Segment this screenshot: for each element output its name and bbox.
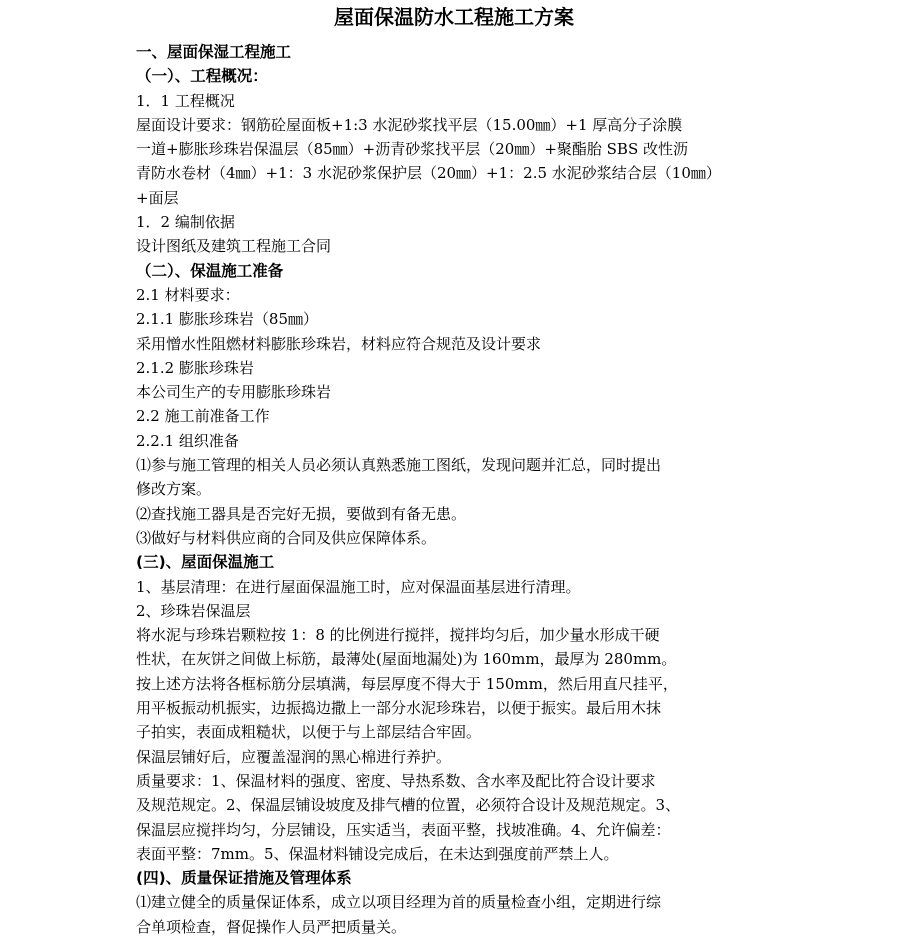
text-line: ⑴参与施工管理的相关人员必须认真熟悉施工图纸，发现问题并汇总，同时提出 [136, 456, 662, 475]
text-line: 合单项检查，督促操作人员严把质量关。 [136, 917, 407, 936]
text-line: 用平板振动机振实，边振捣边撒上一部分水泥珍珠岩，以便于振实。最后用木抹 [136, 699, 662, 718]
text-line: 1．2 编制依据 [136, 213, 235, 232]
text-line: 保温层铺好后，应覆盖湿润的黑心棉进行养护。 [136, 747, 452, 766]
text-line: 2、珍珠岩保温层 [136, 601, 251, 620]
text-line: 保温层应搅拌均匀，分层铺设，压实适当，表面平整，找坡准确。4、允许偏差： [136, 820, 671, 839]
text-line: 按上述方法将各框标筋分层填满，每层厚度不得大于 150mm，然后用直尺挂平， [136, 674, 678, 693]
text-line: 2.2 施工前准备工作 [136, 407, 270, 426]
section-heading: (四)、质量保证措施及管理体系 [136, 869, 352, 888]
text-line: 1．1 工程概况 [136, 91, 235, 110]
text-line: 子拍实，表面成粗糙状，以便于与上部层结合牢固。 [136, 723, 482, 742]
text-line: 本公司生产的专用膨胀珍珠岩 [136, 383, 332, 402]
text-line: 质量要求：1、保温材料的强度、密度、导热系数、含水率及配比符合设计要求 [136, 771, 656, 790]
text-line: 表面平整：7mm。5、保温材料铺设完成后，在未达到强度前严禁上人。 [136, 844, 619, 863]
text-line: 2.1.1 膨胀珍珠岩（85㎜） [136, 310, 319, 329]
text-line: ⑶做好与材料供应商的合同及供应保障体系。 [136, 528, 437, 547]
text-line: 2.1 材料要求： [136, 285, 240, 304]
text-line: 性状，在灰饼之间做上标筋，最薄处(屋面地漏处)为 160mm，最厚为 280mm。 [136, 650, 677, 669]
text-line: 将水泥与珍珠岩颗粒按 1：8 的比例进行搅拌，搅拌均匀后，加少量水形成干硬 [136, 626, 660, 645]
text-line: 屋面设计要求：钢筋砼屋面板+1:3 水泥砂浆找平层（15.00㎜）+1 厚高分子涂膜 [136, 115, 683, 134]
text-line: +面层 [136, 188, 179, 207]
section-heading: (三)、屋面保温施工 [136, 553, 275, 572]
section-heading: 一、屋面保湿工程施工 [136, 43, 292, 61]
text-line: 设计图纸及建筑工程施工合同 [136, 237, 332, 256]
text-line: 1、基层清理：在进行屋面保温施工时，应对保温面基层进行清理。 [136, 577, 581, 596]
text-line: 修改方案。 [136, 480, 212, 499]
text-line: 2.1.2 膨胀珍珠岩 [136, 358, 254, 377]
text-line: 一道+膨胀珍珠岩保温层（85㎜）+沥青砂浆找平层（20㎜）+聚酯胎 SBS 改性沥 [136, 140, 688, 159]
text-line: 青防水卷材（4㎜）+1：3 水泥砂浆保护层（20㎜）+1：2.5 水泥砂浆结合层（10㎜） [136, 164, 721, 183]
text-line: 采用憎水性阻燃材料膨胀珍珠岩，材料应符合规范及设计要求 [136, 334, 542, 353]
text-line: ⑵查找施工器具是否完好无损，要做到有备无患。 [136, 504, 467, 523]
document-title: 屋面保温防水工程施工方案 [334, 5, 574, 29]
section-heading: （一）、工程概况： [136, 67, 268, 86]
text-line: 及规范规定。2、保温层铺设坡度及排气槽的位置，必须符合设计及规范规定。3、 [136, 796, 681, 815]
text-line: 2.2.1 组织准备 [136, 431, 239, 450]
text-line: ⑴建立健全的质量保证体系，成立以项目经理为首的质量检查小组，定期进行综 [136, 893, 662, 912]
document-body [136, 40, 780, 939]
section-heading: （二）、保温施工准备 [136, 261, 284, 280]
